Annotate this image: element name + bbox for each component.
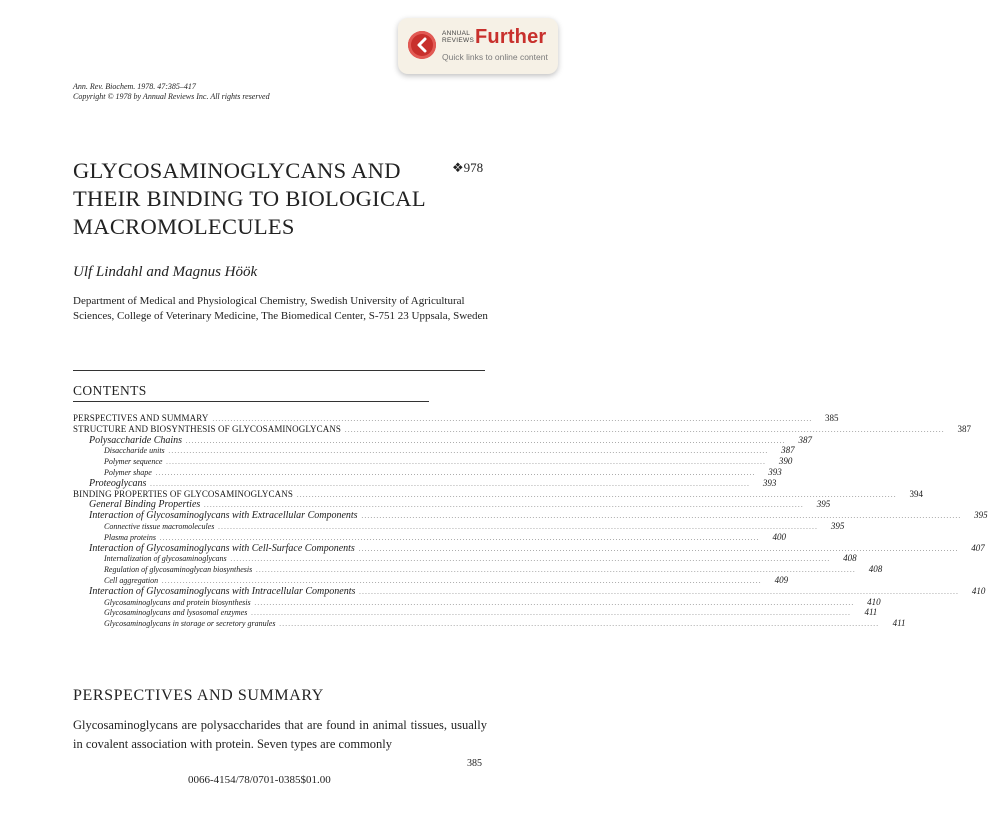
toc-entry-label: Cell aggregation (104, 575, 159, 585)
table-of-contents (73, 413, 988, 629)
toc-entry-label: BINDING PROPERTIES OF GLYCOSAMINOGLYCANS (73, 488, 293, 499)
toc-entry[interactable] (73, 510, 988, 522)
toc-entry[interactable] (73, 520, 845, 532)
toc-entry-page: 410 (971, 585, 986, 596)
badge-quick-links-text[interactable]: Quick links to online content (442, 52, 548, 62)
toc-dot-leader: ........................................................................................................................................................................................................ (150, 481, 751, 488)
toc-entry[interactable] (73, 477, 777, 489)
toc-entry-label: Internalization of glycosaminoglycans (104, 554, 227, 564)
toc-entry[interactable] (73, 434, 813, 446)
title-line-2: THEIR BINDING TO BIOLOGICAL (73, 186, 426, 211)
toc-entry-page: 395 (974, 510, 988, 521)
toc-entry-label: Glycosaminoglycans and protein biosynthesis (104, 597, 251, 607)
toc-entry-label: Interaction of Glycosaminoglycans with Intracellular Components (89, 585, 356, 597)
toc-dot-leader: ........................................................................................................................................................................................................ (279, 622, 880, 629)
toc-entry-label: Glycosaminoglycans and lysosomal enzymes (104, 608, 248, 618)
affiliation: Department of Medical and Physiological Chemistry, Swedish University of Agricultural Sciences, College of Veterinary Medicine, The Biomedical Center, S-751 23 Uppsala, Sweden (73, 295, 488, 322)
toc-entry-page: 387 (798, 434, 813, 445)
toc-entry-page: 393 (768, 466, 782, 477)
toc-entry[interactable] (73, 413, 839, 424)
toc-entry[interactable] (73, 553, 857, 564)
toc-entry-label: Interaction of Glycosaminoglycans with Extracellular Components (89, 510, 358, 522)
toc-entry[interactable] (73, 542, 985, 554)
toc-dot-leader: ........................................................................................................................................................................................................ (358, 546, 959, 553)
toc-entry[interactable] (73, 499, 831, 511)
toc-dot-leader: ........................................................................................................................................................................................................ (218, 524, 819, 531)
toc-dot-leader: ........................................................................................................................................................................................................ (159, 535, 760, 542)
toc-entry-label: Polymer shape (104, 467, 152, 477)
title-line-1: GLYCOSAMINOGLYCANS AND (73, 158, 401, 183)
toc-entry-page: 411 (892, 618, 906, 629)
toc-entry[interactable] (73, 585, 986, 597)
toc-entry-label: Glycosaminoglycans in storage or secretory granules (104, 619, 276, 629)
toc-entry[interactable] (73, 466, 782, 478)
toc-entry-label: Interaction of Glycosaminoglycans with Cell-Surface Components (89, 542, 355, 554)
badge-further-text[interactable]: Further (475, 26, 547, 48)
toc-entry[interactable] (73, 596, 881, 608)
toc-entry-page: 409 (774, 574, 789, 585)
toc-entry-page: 407 (971, 542, 985, 553)
toc-entry-label: Plasma proteins (104, 532, 156, 542)
toc-entry-label: Polymer sequence (104, 457, 163, 467)
toc-entry-page: 408 (843, 553, 857, 564)
toc-entry-page: 400 (772, 531, 786, 542)
toc-dot-leader: ........................................................................................................................................................................................................ (155, 470, 756, 477)
toc-entry-label: PERSPECTIVES AND SUMMARY (73, 413, 209, 423)
toc-entry-page: 408 (868, 564, 883, 575)
toc-entry[interactable] (73, 618, 906, 629)
further-badge[interactable] (398, 18, 558, 74)
toc-dot-leader: ........................................................................................................................................................................................................ (168, 449, 769, 456)
toc-dot-leader: ........................................................................................................................................................................................................ (230, 557, 831, 564)
toc-entry[interactable] (73, 488, 923, 500)
toc-entry-page: 387 (957, 423, 972, 434)
divider-top (73, 370, 485, 371)
toc-entry[interactable] (73, 423, 972, 435)
toc-dot-leader: ........................................................................................................................................................................................................ (204, 503, 805, 510)
toc-entry-label: Regulation of glycosaminoglycan biosynthesis (104, 565, 253, 575)
toc-dot-leader: ........................................................................................................................................................................................................ (166, 460, 767, 467)
title-line-3: MACROMOLECULES (73, 214, 295, 239)
toc-entry-label: General Binding Properties (89, 499, 201, 511)
toc-entry-page: 385 (824, 413, 839, 423)
toc-dot-leader: ........................................................................................................................................................................................................ (359, 589, 960, 596)
article-title (73, 157, 493, 241)
toc-entry-page: 387 (781, 445, 795, 456)
authors: Ulf Lindahl and Magnus Höök (73, 264, 258, 280)
page-number: 385 (467, 758, 482, 769)
toc-dot-leader: ........................................................................................................................................................................................................ (186, 438, 787, 445)
toc-entry[interactable] (73, 574, 789, 586)
toc-entry-page: 393 (762, 477, 777, 488)
toc-entry-label: Disaccharide units (104, 446, 165, 456)
toc-entry-page: 395 (830, 520, 845, 531)
toc-entry[interactable] (73, 531, 786, 543)
copyright-line: Copyright © 1978 by Annual Reviews Inc. All rights reserved (73, 92, 270, 101)
toc-dot-leader: ........................................................................................................................................................................................................ (162, 578, 763, 585)
divider-contents (73, 401, 429, 402)
footer-code: 0066-4154/78/0701-0385$01.00 (188, 774, 331, 786)
annual-reviews-logo-icon (408, 31, 436, 59)
toc-entry-label: Polysaccharide Chains (89, 434, 183, 446)
body-paragraph: Glycosaminoglycans are polysaccharides that are found in animal tissues, usually in covalent association with protein. Seven types are commonly (73, 718, 487, 751)
toc-dot-leader: ........................................................................................................................................................................................................ (256, 568, 857, 575)
toc-entry[interactable] (73, 456, 793, 467)
contents-heading: CONTENTS (73, 383, 147, 398)
toc-entry[interactable] (73, 607, 878, 618)
toc-entry-page: 395 (816, 499, 831, 510)
badge-annual-reviews-text: ANNUAL REVIEWS (442, 30, 475, 44)
toc-dot-leader: ........................................................................................................................................................................................................ (345, 427, 946, 434)
toc-dot-leader: ........................................................................................................................................................................................................ (296, 492, 897, 499)
toc-entry-label: STRUCTURE AND BIOSYNTHESIS OF GLYCOSAMINOGLYCANS (73, 423, 342, 434)
toc-dot-leader: ........................................................................................................................................................................................................ (254, 600, 855, 607)
journal-header (73, 82, 270, 102)
section-heading: PERSPECTIVES AND SUMMARY (73, 687, 324, 704)
toc-dot-leader: ........................................................................................................................................................................................................ (212, 417, 813, 423)
toc-entry-label: Proteoglycans (89, 477, 147, 489)
toc-entry[interactable] (73, 445, 795, 456)
toc-entry[interactable] (73, 564, 883, 575)
toc-entry-page: 394 (909, 488, 923, 499)
toc-entry-page: 411 (864, 607, 878, 618)
toc-entry-page: 390 (778, 456, 793, 467)
toc-dot-leader: ........................................................................................................................................................................................................ (361, 514, 962, 521)
journal-citation: Ann. Rev. Biochem. 1978. 47:385–417 (73, 82, 196, 91)
title-mark: ❖978 (452, 160, 484, 175)
toc-entry-page: 410 (867, 596, 881, 607)
toc-entry-label: Connective tissue macromolecules (104, 521, 215, 531)
toc-dot-leader: ........................................................................................................................................................................................................ (251, 611, 852, 618)
